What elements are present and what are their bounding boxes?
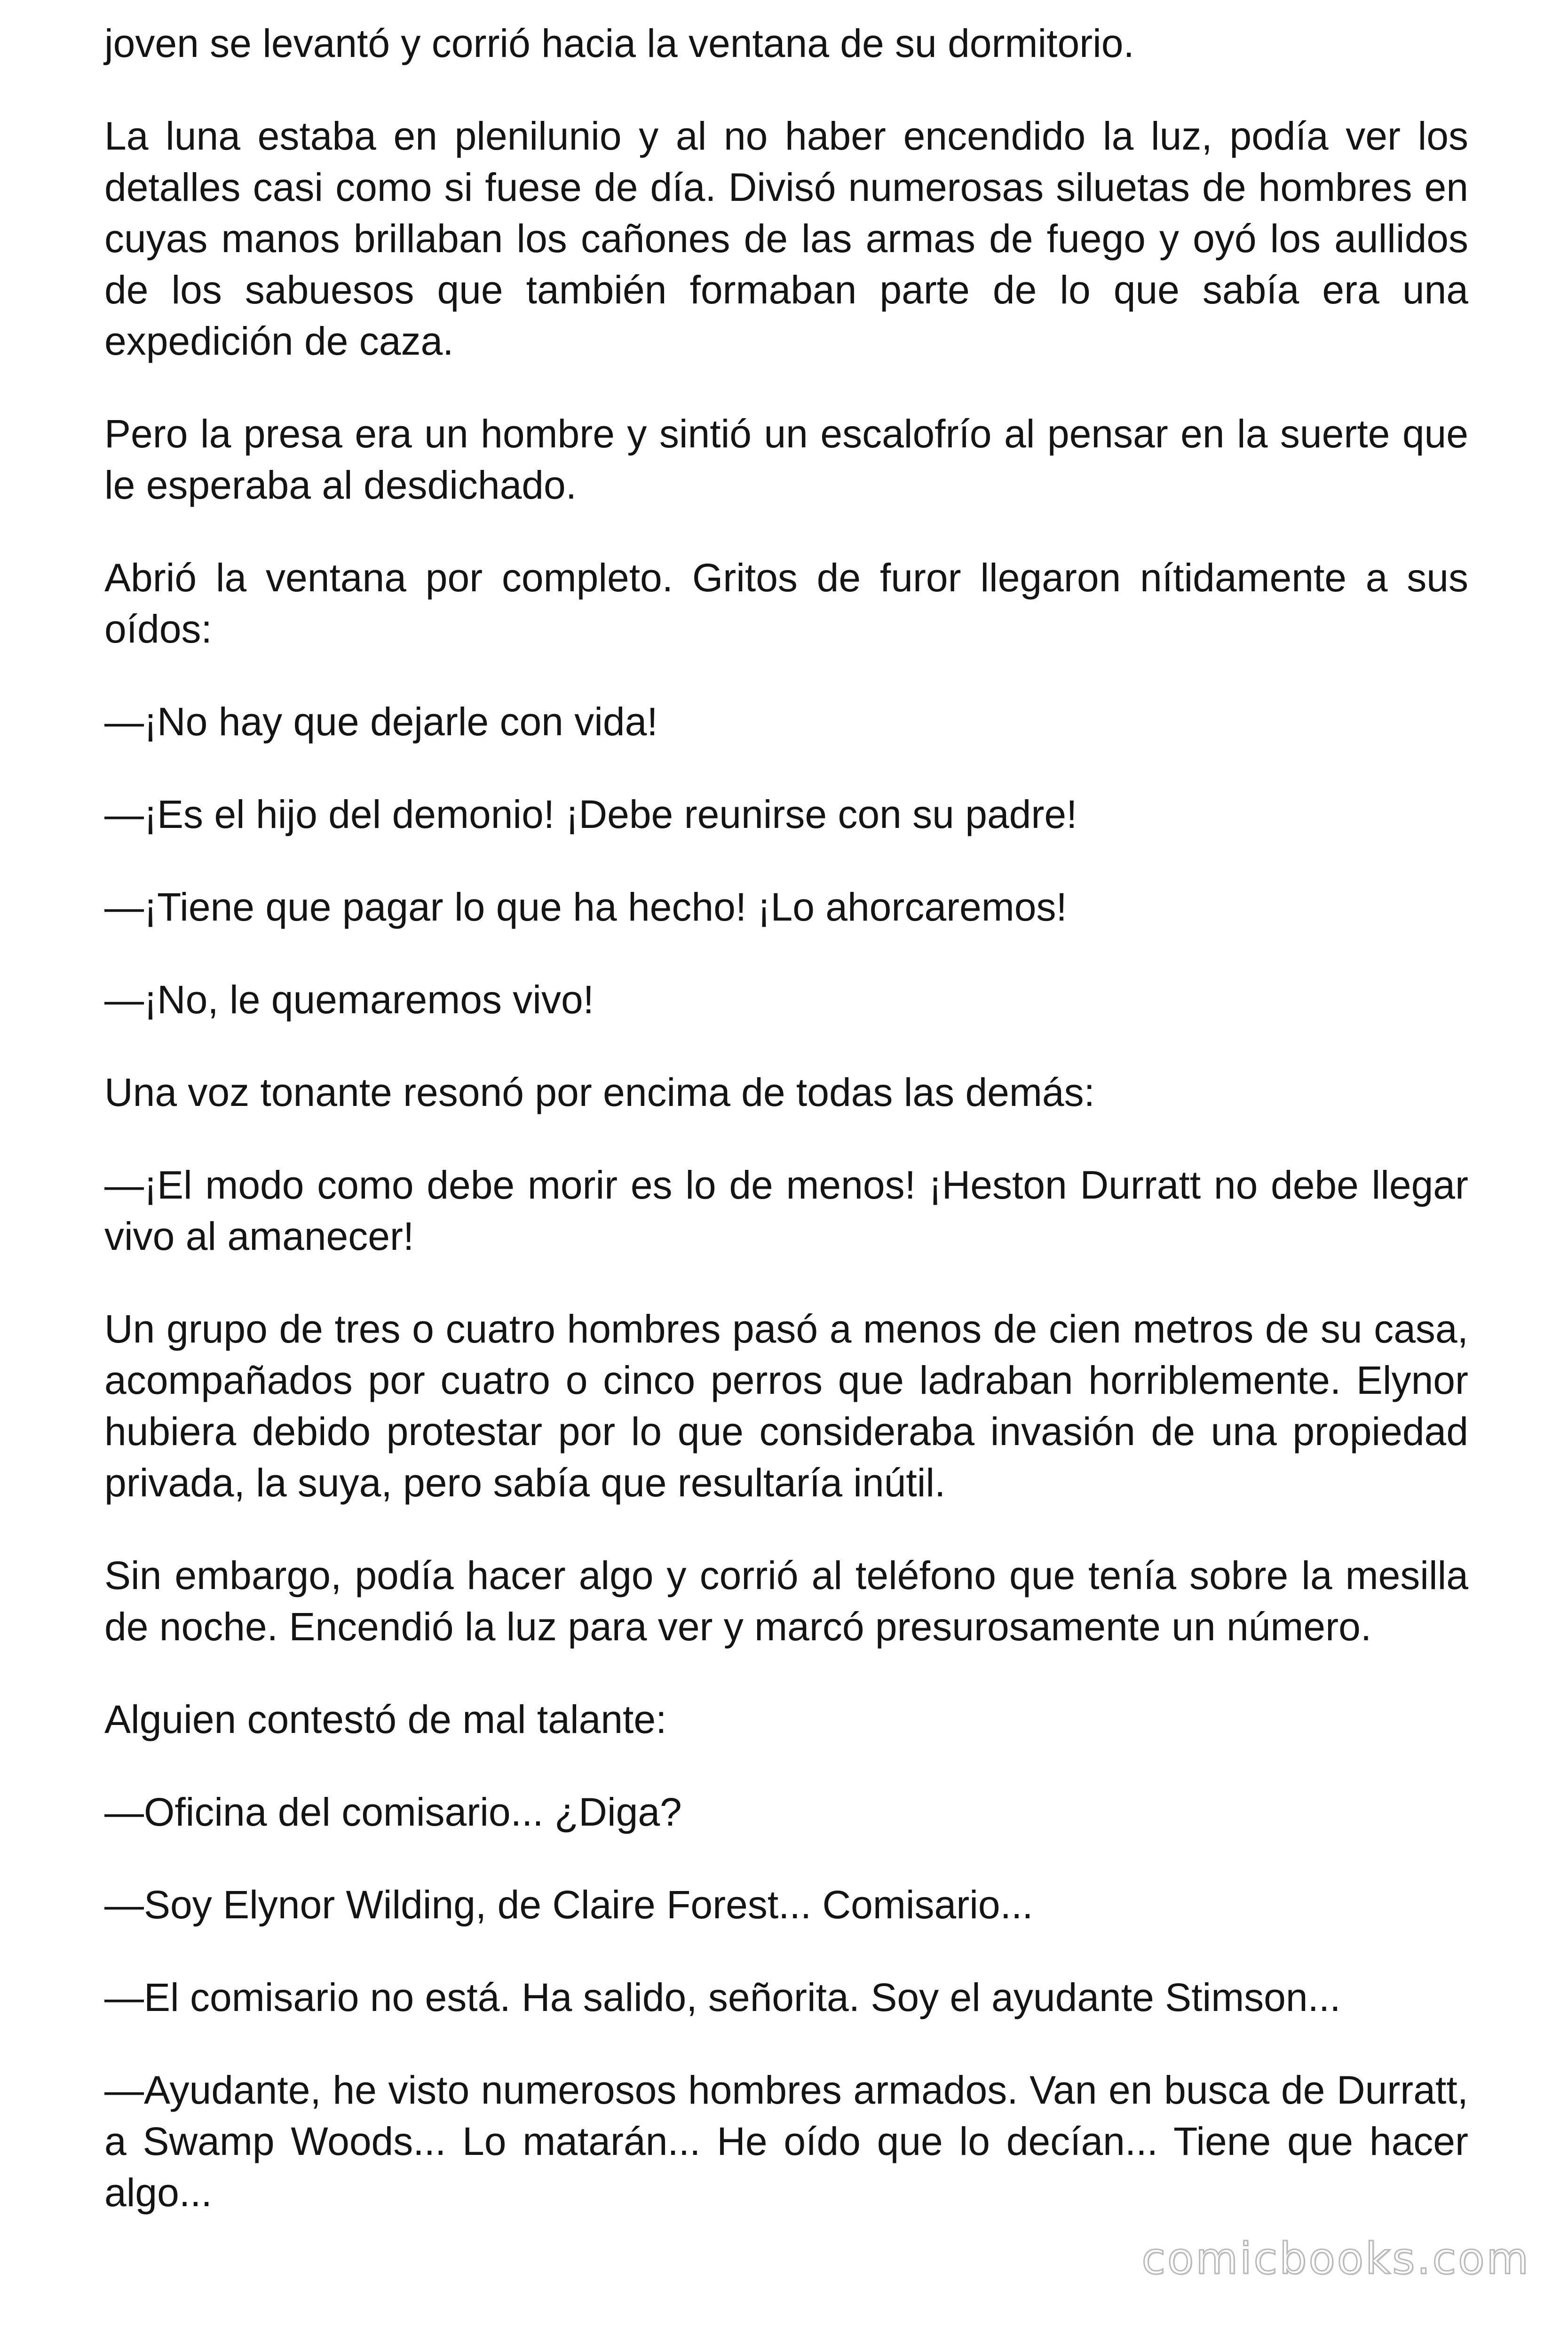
paragraph: Abrió la ventana por completo. Gritos de furor llegaron nítidamente a sus oídos: bbox=[104, 556, 1468, 651]
dialogue-line: —Ayudante, he visto numerosos hombres armados. Van en busca de Durratt, a Swamp Woods... Lo matarán... He oído que lo decían... Tiene que hacer algo... bbox=[104, 2068, 1468, 2215]
dialogue-line: —¡No, le quemaremos vivo! bbox=[104, 977, 594, 1022]
paragraph: Una voz tonante resonó por encima de todas las demás: bbox=[104, 1070, 1095, 1114]
body-text bbox=[104, 18, 1468, 2218]
dialogue-line: —Oficina del comisario... ¿Diga? bbox=[104, 1790, 682, 1834]
watermark: comicbooks.com bbox=[1141, 2233, 1530, 2284]
paragraph: joven se levantó y corrió hacia la ventana de su dormitorio. bbox=[104, 21, 1134, 65]
dialogue-line: —¡Es el hijo del demonio! ¡Debe reunirse con su padre! bbox=[104, 792, 1077, 836]
paragraph: Sin embargo, podía hacer algo y corrió al teléfono que tenía sobre la mesilla de noche. Encendió la luz para ver y marcó presurosamente un número. bbox=[104, 1553, 1468, 1649]
paragraph: La luna estaba en plenilunio y al no haber encendido la luz, podía ver los detalles casi como si fuese de día. Divisó numerosas siluetas de hombres en cuyas manos brillaban los cañones de las armas de fuego y oyó los aullidos de los sabuesos que también formaban parte de lo que sabía era una expedición de caza. bbox=[104, 114, 1468, 363]
paragraph: Alguien contestó de mal talante: bbox=[104, 1697, 667, 1741]
dialogue-line: —¡Tiene que pagar lo que ha hecho! ¡Lo ahorcaremos! bbox=[104, 885, 1067, 929]
dialogue-line: —El comisario no está. Ha salido, señorita. Soy el ayudante Stimson... bbox=[104, 1975, 1341, 2019]
dialogue-line: —¡El modo como debe morir es lo de menos! ¡Heston Durratt no debe llegar vivo al amanecer! bbox=[104, 1163, 1468, 1258]
paragraph: Pero la presa era un hombre y sintió un escalofrío al pensar en la suerte que le esperaba al desdichado. bbox=[104, 412, 1468, 507]
paragraph: Un grupo de tres o cuatro hombres pasó a menos de cien metros de su casa, acompañados por cuatro o cinco perros que ladraban horriblemente. Elynor hubiera debido protestar por lo que consideraba invasión de una propiedad privada, la suya, pero sabía que resultaría inútil. bbox=[104, 1307, 1468, 1505]
dialogue-line: —Soy Elynor Wilding, de Claire Forest... Comisario... bbox=[104, 1883, 1033, 1927]
dialogue-line: —¡No hay que dejarle con vida! bbox=[104, 699, 658, 744]
